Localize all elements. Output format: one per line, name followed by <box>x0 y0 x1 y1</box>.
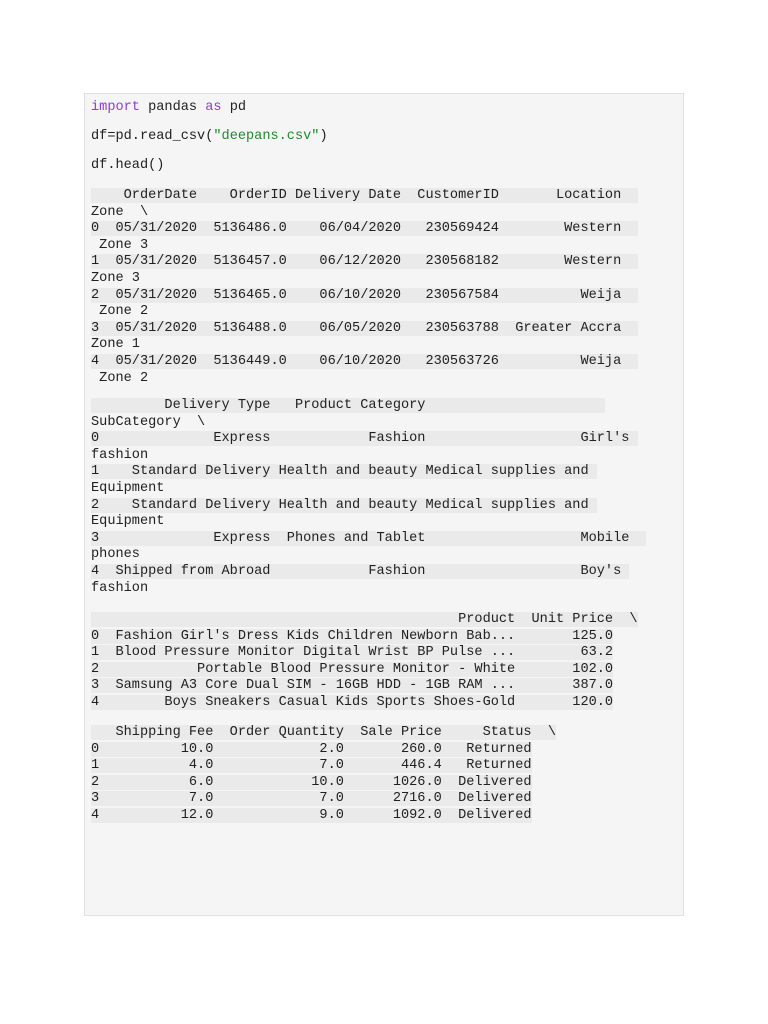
output-block-2 <box>91 398 646 597</box>
output-line: 0 Fashion Girl's Dress Kids Children Newborn Bab... 125.0 <box>91 628 614 644</box>
output-line: SubCategory \ <box>91 414 206 430</box>
output-block-4 <box>91 725 556 825</box>
output-line: 2 Portable Blood Pressure Monitor - White 102.0 <box>91 661 614 677</box>
output-line: 1 4.0 7.0 446.4 Returned <box>91 758 532 774</box>
output-line: 0 10.0 2.0 260.0 Returned <box>91 741 532 757</box>
output-line: 4 12.0 9.0 1092.0 Delivered <box>91 807 532 823</box>
output-line: 2 6.0 10.0 1026.0 Delivered <box>91 774 532 790</box>
output-line: 3 Samsung A3 Core Dual SIM - 16GB HDD - 1GB RAM ... 387.0 <box>91 678 614 694</box>
output-line: Shipping Fee Order Quantity Sale Price Status \ <box>91 725 556 740</box>
code-line-read-csv[interactable] <box>91 129 328 145</box>
output-line: phones <box>91 547 140 563</box>
output-line: 0 Express Fashion Girl's <box>91 431 638 447</box>
output-line: Zone 3 <box>91 237 149 253</box>
string-literal: "deepans.csv" <box>213 129 320 144</box>
output-line: Zone 1 <box>91 337 140 353</box>
output-line: Zone 2 <box>91 304 149 320</box>
output-line: Equipment <box>91 480 165 496</box>
call-prefix: df=pd.read_csv( <box>91 129 214 144</box>
keyword-as: as <box>205 100 222 115</box>
output-line: 3 7.0 7.0 2716.0 Delivered <box>91 791 532 807</box>
output-line: 1 Standard Delivery Health and beauty Medical supplies and <box>91 464 597 480</box>
output-line: Delivery Type Product Category <box>91 398 605 413</box>
output-line: Zone \ <box>91 204 149 220</box>
output-line: fashion <box>91 447 149 463</box>
output-line: Zone 2 <box>91 370 149 386</box>
output-block-3 <box>91 612 638 712</box>
output-line: 4 Shipped from Abroad Fashion Boy's <box>91 563 630 579</box>
output-line: OrderDate OrderID Delivery Date CustomerID Location <box>91 188 638 203</box>
output-line: 2 05/31/2020 5136465.0 06/10/2020 230567584 Weija <box>91 287 638 303</box>
output-line: 4 Boys Sneakers Casual Kids Sports Shoes-Gold 120.0 <box>91 694 614 710</box>
output-line: 0 05/31/2020 5136486.0 06/04/2020 230569424 Western <box>91 221 638 237</box>
output-line: Product Unit Price \ <box>91 612 638 627</box>
output-line: fashion <box>91 580 149 596</box>
alias-name: pd <box>221 100 247 115</box>
output-line: 3 Express Phones and Tablet Mobile <box>91 530 646 546</box>
output-line: Equipment <box>91 514 165 530</box>
code-line-head[interactable]: df.head() <box>91 158 165 173</box>
output-line: 1 05/31/2020 5136457.0 06/12/2020 230568182 Western <box>91 254 638 270</box>
output-line: 2 Standard Delivery Health and beauty Medical supplies and <box>91 497 597 513</box>
output-line: 1 Blood Pressure Monitor Digital Wrist BP Pulse ... 63.2 <box>91 645 614 661</box>
output-block-1 <box>91 188 638 387</box>
output-line: Zone 3 <box>91 270 140 286</box>
call-suffix: ) <box>319 129 328 144</box>
code-line-import[interactable] <box>91 100 246 116</box>
keyword-import: import <box>91 100 140 115</box>
output-line: 4 05/31/2020 5136449.0 06/10/2020 230563726 Weija <box>91 353 638 369</box>
output-line: 3 05/31/2020 5136488.0 06/05/2020 230563788 Greater Accra <box>91 320 638 336</box>
module-name: pandas <box>139 100 206 115</box>
